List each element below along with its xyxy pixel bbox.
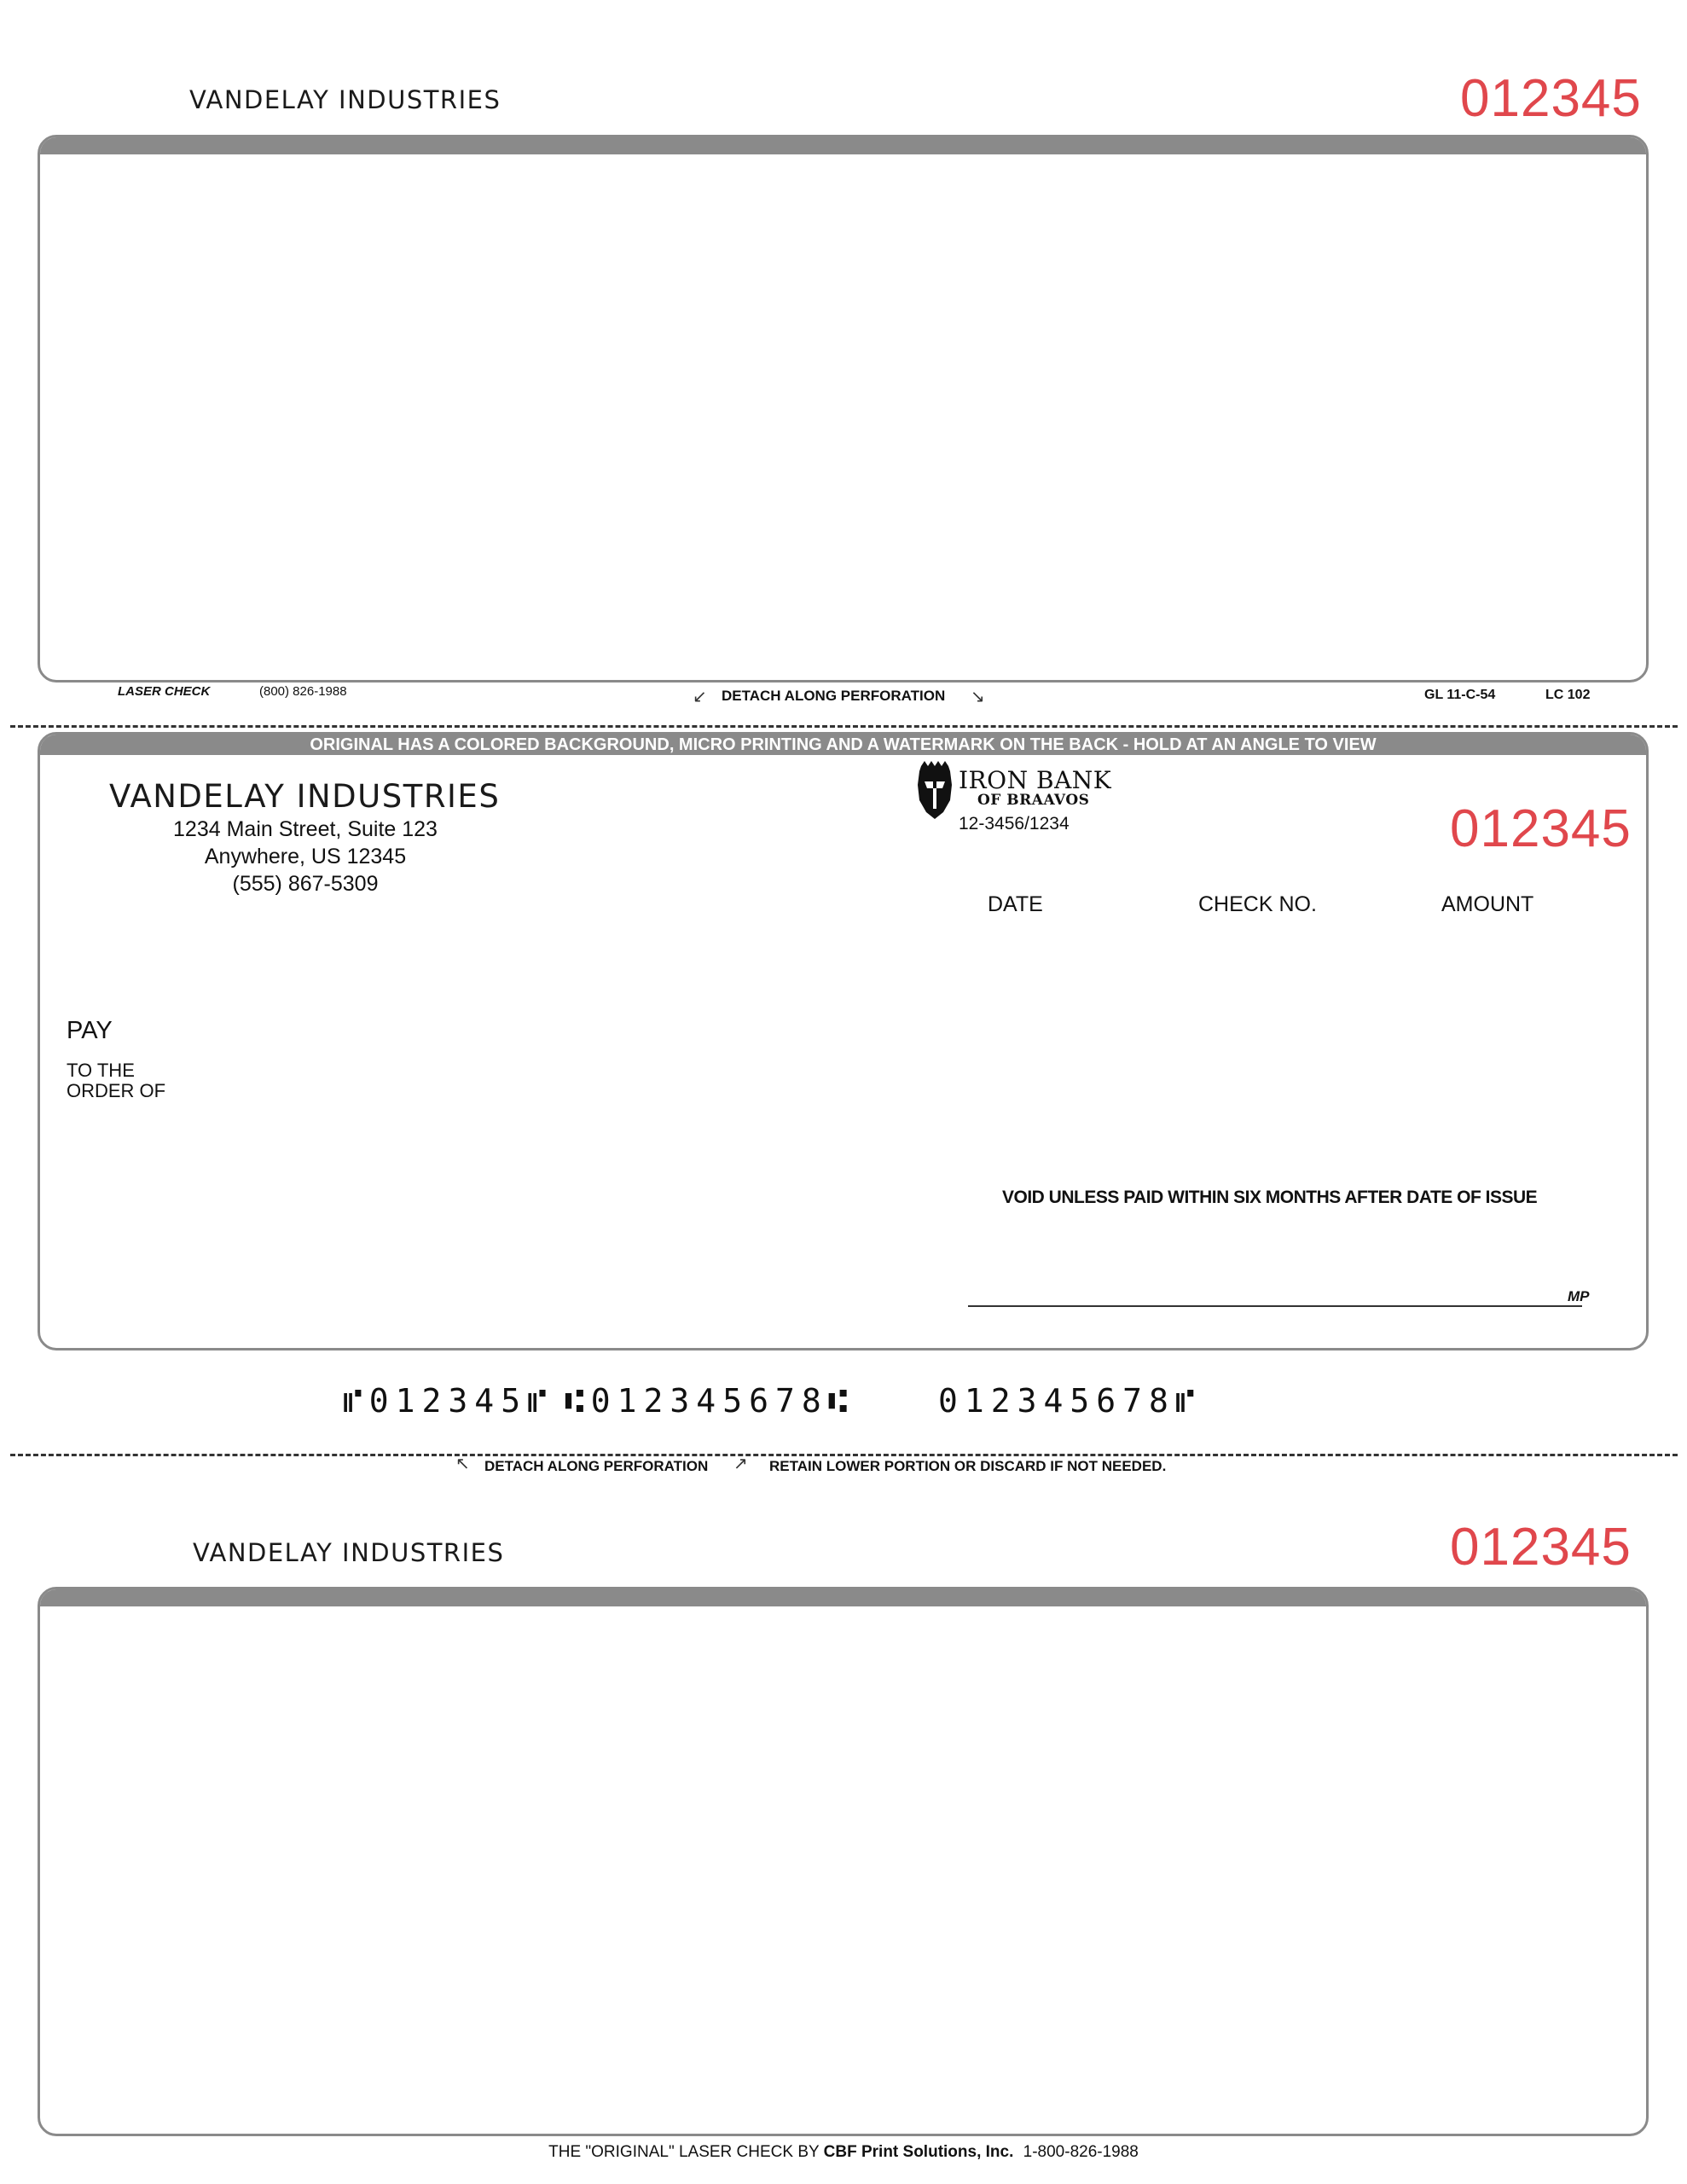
footer-prefix: THE "ORIGINAL" LASER CHECK BY xyxy=(548,2143,820,2161)
lower-perforation-line xyxy=(10,1454,1678,1456)
security-banner-band xyxy=(40,735,1646,755)
bottom-stub-check-number: 012345 xyxy=(1450,1518,1632,1577)
routing-fraction: 12-3456/1234 xyxy=(959,814,1070,834)
signature-line[interactable] xyxy=(968,1305,1582,1307)
arrow-down-left-icon: ↙ xyxy=(693,688,707,706)
footer-brand: CBF Print Solutions, Inc. xyxy=(823,2143,1014,2161)
top-stub-check-number: 012345 xyxy=(1460,69,1642,128)
order-of-line-2: ORDER OF xyxy=(67,1080,166,1101)
void-notice: VOID UNLESS PAID WITHIN SIX MONTHS AFTER DATE OF ISSUE xyxy=(1002,1188,1538,1207)
arrow-up-left-icon: ↖ xyxy=(455,1455,470,1473)
date-label: DATE xyxy=(988,892,1043,916)
address-line-2: Anywhere, US 12345 xyxy=(204,845,407,868)
security-banner-text: ORIGINAL HAS A COLORED BACKGROUND, MICRO PRINTING AND A WATERMARK ON THE BACK - HOLD AT AN ANGLE TO VIEW xyxy=(310,735,1377,754)
amount-label: AMOUNT xyxy=(1441,892,1534,916)
bottom-stub-header-bar xyxy=(40,1589,1646,1606)
check-no-label: CHECK NO. xyxy=(1198,892,1317,916)
bottom-stub-panel xyxy=(38,1587,1649,2136)
upper-perforation-line xyxy=(10,725,1678,728)
check-number: 012345 xyxy=(1450,799,1632,858)
top-stub-company-name: VANDELAY INDUSTRIES xyxy=(189,85,501,114)
order-of-label xyxy=(67,1060,165,1101)
arrow-down-right-icon: ↘ xyxy=(971,688,985,706)
top-stub-panel xyxy=(38,135,1649,682)
arrow-up-right-icon: ↗ xyxy=(733,1455,748,1473)
order-of-line-1: TO THE xyxy=(67,1060,135,1081)
form-code-lc: LC 102 xyxy=(1545,688,1591,702)
micr-routing-number: ⑆012345678⑆ xyxy=(565,1382,855,1420)
micr-account-number: 012345678⑈ xyxy=(938,1382,1202,1420)
form-code-gl: GL 11-C-54 xyxy=(1424,688,1496,702)
laser-check-label: LASER CHECK xyxy=(118,684,211,699)
top-detach-label: DETACH ALONG PERFORATION xyxy=(722,688,946,704)
check-company-address xyxy=(109,816,501,897)
retain-notice: RETAIN LOWER PORTION OR DISCARD IF NOT NEEDED. xyxy=(769,1458,1167,1474)
mp-security-mark: MP xyxy=(1568,1288,1590,1304)
top-stub-header-bar xyxy=(40,137,1646,154)
laser-check-phone: (800) 826-1988 xyxy=(259,684,347,699)
page-footer xyxy=(0,2143,1687,2162)
pay-label: PAY xyxy=(67,1017,113,1044)
address-line-1: 1234 Main Street, Suite 123 xyxy=(173,817,438,841)
bottom-stub-company-name: VANDELAY INDUSTRIES xyxy=(193,1538,505,1567)
micr-check-number: ⑈012345⑈ xyxy=(343,1382,554,1420)
footer-phone: 1-800-826-1988 xyxy=(1023,2143,1139,2161)
bank-name-line1: IRON BANK xyxy=(959,766,1112,794)
iron-bank-helmet-icon xyxy=(916,759,954,821)
check-company-name: VANDELAY INDUSTRIES xyxy=(109,778,501,815)
lower-detach-label: DETACH ALONG PERFORATION xyxy=(484,1458,709,1474)
company-phone: (555) 867-5309 xyxy=(232,872,379,896)
bank-name-line2: OF BRAAVOS xyxy=(977,792,1090,809)
